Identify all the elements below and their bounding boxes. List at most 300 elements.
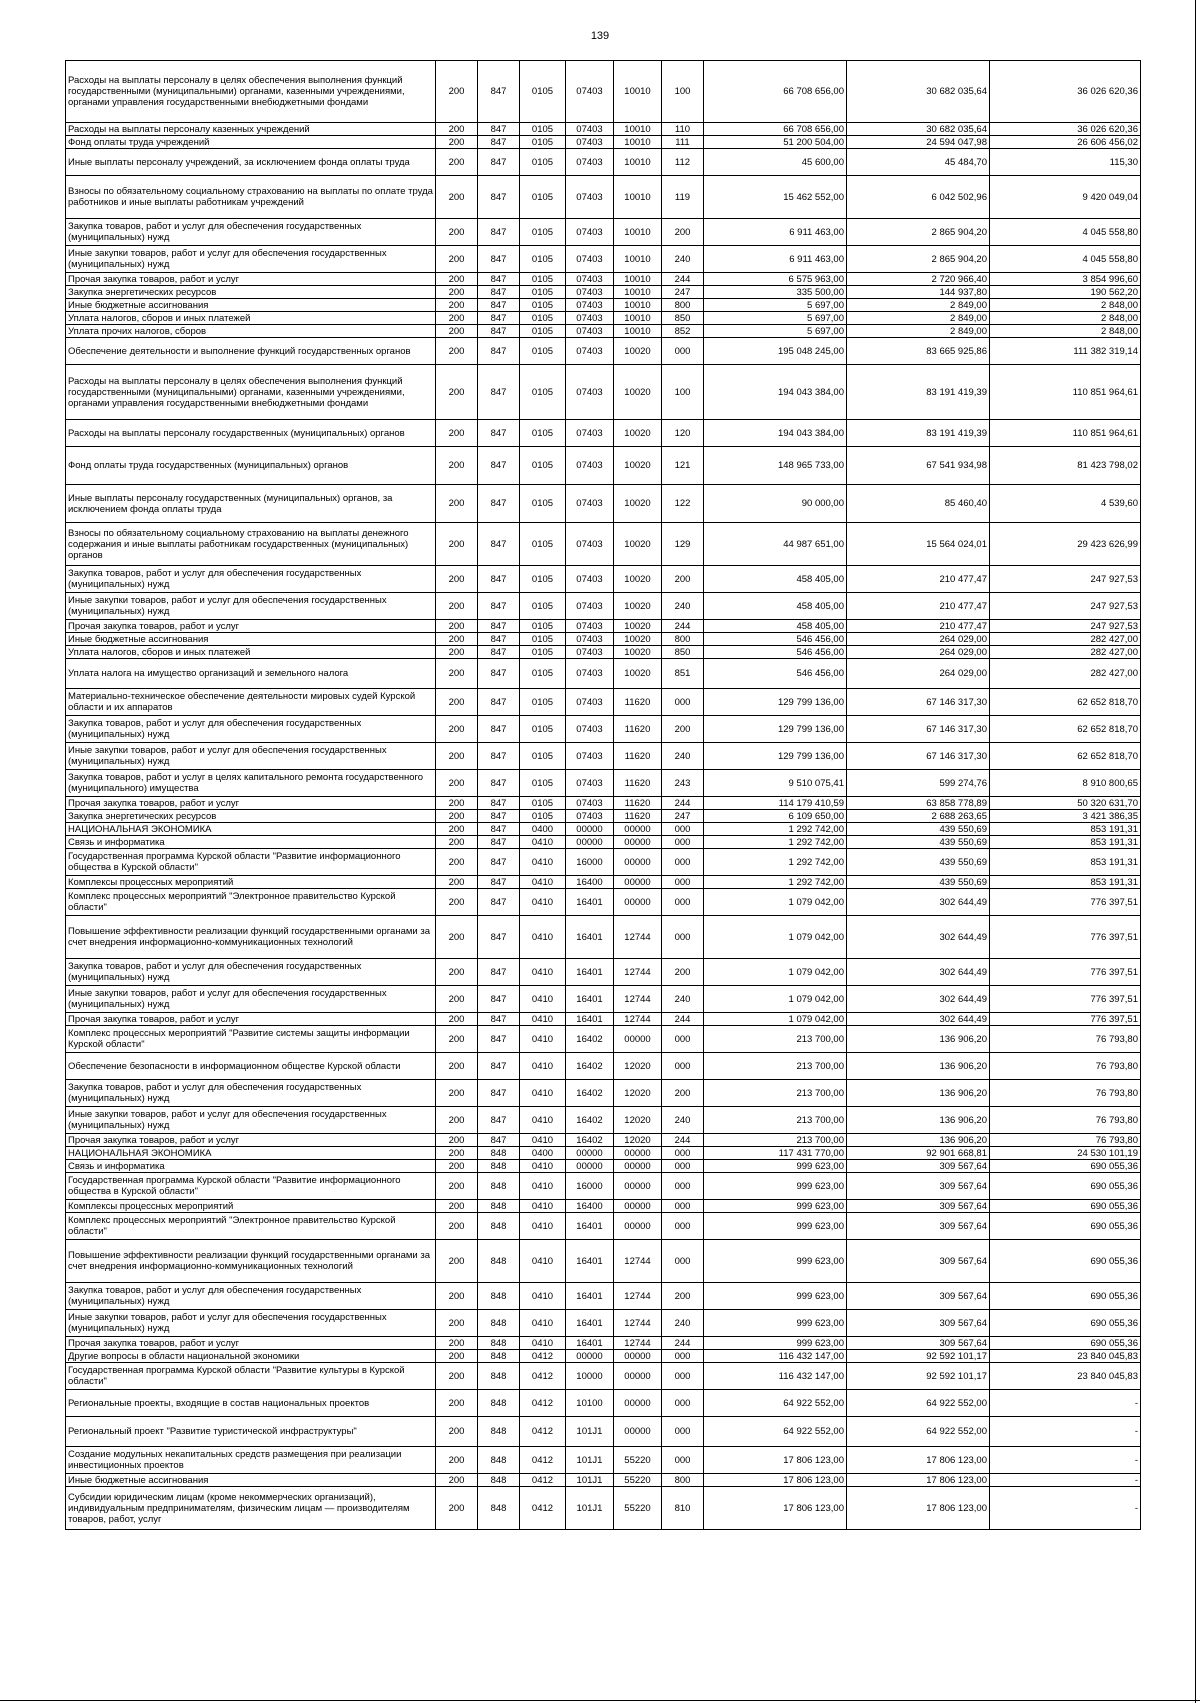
- value-3: 3 854 996,60: [990, 273, 1141, 286]
- col-b: 847: [478, 123, 520, 136]
- col-e: 12744: [614, 1283, 662, 1310]
- value-3: 115,30: [990, 149, 1141, 176]
- col-b: 847: [478, 823, 520, 836]
- value-1: 335 500,00: [704, 286, 847, 299]
- value-2: 2 849,00: [847, 325, 990, 338]
- value-3: 76 793,80: [990, 1026, 1141, 1053]
- table-row: [66, 849, 1141, 876]
- col-e: 10010: [614, 246, 662, 273]
- value-1: 213 700,00: [704, 1134, 847, 1147]
- col-d: 16400: [566, 1200, 614, 1213]
- value-2: 144 937,80: [847, 286, 990, 299]
- value-3: 247 927,53: [990, 566, 1141, 593]
- col-f: 112: [662, 149, 704, 176]
- col-b: 848: [478, 1337, 520, 1350]
- col-b: 847: [478, 61, 520, 123]
- col-f: 200: [662, 219, 704, 246]
- col-b: 847: [478, 1107, 520, 1134]
- col-d: 07403: [566, 633, 614, 646]
- value-1: 1 292 742,00: [704, 849, 847, 876]
- value-3: 110 851 964,61: [990, 365, 1141, 420]
- value-2: 17 806 123,00: [847, 1447, 990, 1474]
- row-name: Закупка энергетических ресурсов: [66, 810, 436, 823]
- col-b: 847: [478, 566, 520, 593]
- col-a: 200: [436, 810, 478, 823]
- row-name: Уплата налогов, сборов и иных платежей: [66, 312, 436, 325]
- col-d: 16402: [566, 1134, 614, 1147]
- col-e: 10010: [614, 286, 662, 299]
- value-3: 776 397,51: [990, 986, 1141, 1013]
- col-f: 200: [662, 566, 704, 593]
- value-3: 62 652 818,70: [990, 743, 1141, 770]
- col-f: 000: [662, 916, 704, 959]
- col-e: 10010: [614, 299, 662, 312]
- col-d: 07403: [566, 136, 614, 149]
- col-c: 0105: [520, 61, 566, 123]
- col-b: 847: [478, 797, 520, 810]
- value-1: 1 079 042,00: [704, 1013, 847, 1026]
- col-f: 129: [662, 523, 704, 566]
- col-f: 000: [662, 1053, 704, 1080]
- col-b: 847: [478, 716, 520, 743]
- table-row: [66, 273, 1141, 286]
- row-name: Уплата налогов, сборов и иных платежей: [66, 646, 436, 659]
- row-name: Расходы на выплаты персоналу казенных учреждений: [66, 123, 436, 136]
- row-name: Повышение эффективности реализации функций государственными органами за счет внедрения информационно-коммуникационных технологий: [66, 1240, 436, 1283]
- col-c: 0105: [520, 312, 566, 325]
- col-c: 0412: [520, 1447, 566, 1474]
- col-d: 07403: [566, 523, 614, 566]
- col-f: 000: [662, 876, 704, 889]
- table-row: [66, 1013, 1141, 1026]
- value-3: 8 910 800,65: [990, 770, 1141, 797]
- value-3: 2 848,00: [990, 325, 1141, 338]
- col-e: 12744: [614, 959, 662, 986]
- col-f: 240: [662, 743, 704, 770]
- table-row: [66, 1134, 1141, 1147]
- value-2: 302 644,49: [847, 1013, 990, 1026]
- col-c: 0410: [520, 1240, 566, 1283]
- col-e: 10020: [614, 633, 662, 646]
- value-2: 264 029,00: [847, 659, 990, 689]
- value-2: 309 567,64: [847, 1173, 990, 1200]
- table-row: [66, 338, 1141, 365]
- col-e: 10020: [614, 447, 662, 485]
- row-name: Связь и информатика: [66, 836, 436, 849]
- col-a: 200: [436, 1283, 478, 1310]
- table-row: [66, 219, 1141, 246]
- row-name: Комплексы процессных мероприятий: [66, 1200, 436, 1213]
- col-a: 200: [436, 420, 478, 447]
- table-row: [66, 365, 1141, 420]
- row-name: Обеспечение деятельности и выполнение функций государственных органов: [66, 338, 436, 365]
- value-2: 24 594 047,98: [847, 136, 990, 149]
- value-1: 1 292 742,00: [704, 876, 847, 889]
- col-f: 240: [662, 1107, 704, 1134]
- row-name: НАЦИОНАЛЬНАЯ ЭКОНОМИКА: [66, 823, 436, 836]
- col-d: 07403: [566, 246, 614, 273]
- col-f: 200: [662, 716, 704, 743]
- col-a: 200: [436, 1013, 478, 1026]
- col-f: 000: [662, 889, 704, 916]
- col-d: 16401: [566, 1283, 614, 1310]
- table-row: [66, 1390, 1141, 1417]
- table-row: [66, 1240, 1141, 1283]
- value-2: 309 567,64: [847, 1337, 990, 1350]
- col-d: 07403: [566, 176, 614, 219]
- value-3: 690 055,36: [990, 1213, 1141, 1240]
- col-d: 07403: [566, 61, 614, 123]
- row-name: Обеспечение безопасности в информационном обществе Курской области: [66, 1053, 436, 1080]
- col-b: 847: [478, 1013, 520, 1026]
- col-e: 00000: [614, 1350, 662, 1363]
- col-a: 200: [436, 1350, 478, 1363]
- col-b: 847: [478, 299, 520, 312]
- table-row: [66, 123, 1141, 136]
- col-b: 847: [478, 1026, 520, 1053]
- col-a: 200: [436, 959, 478, 986]
- col-a: 200: [436, 1310, 478, 1337]
- value-1: 116 432 147,00: [704, 1363, 847, 1390]
- row-name: Иные закупки товаров, работ и услуг для обеспечения государственных (муниципальных) нужд: [66, 246, 436, 273]
- table-row: [66, 1147, 1141, 1160]
- col-c: 0105: [520, 716, 566, 743]
- col-b: 847: [478, 849, 520, 876]
- row-name: Прочая закупка товаров, работ и услуг: [66, 620, 436, 633]
- row-name: Фонд оплаты труда учреждений: [66, 136, 436, 149]
- col-f: 000: [662, 823, 704, 836]
- col-c: 0105: [520, 123, 566, 136]
- value-1: 6 911 463,00: [704, 219, 847, 246]
- col-f: 850: [662, 312, 704, 325]
- value-3: 776 397,51: [990, 959, 1141, 986]
- value-2: 599 274,76: [847, 770, 990, 797]
- value-2: 30 682 035,64: [847, 123, 990, 136]
- table-row: [66, 176, 1141, 219]
- col-c: 0105: [520, 633, 566, 646]
- col-d: 07403: [566, 797, 614, 810]
- col-d: 16401: [566, 1337, 614, 1350]
- col-e: 12020: [614, 1107, 662, 1134]
- col-b: 847: [478, 420, 520, 447]
- col-f: 000: [662, 1026, 704, 1053]
- col-c: 0410: [520, 1200, 566, 1213]
- col-a: 200: [436, 136, 478, 149]
- col-b: 848: [478, 1213, 520, 1240]
- value-3: 282 427,00: [990, 659, 1141, 689]
- col-f: 000: [662, 1160, 704, 1173]
- col-d: 16000: [566, 849, 614, 876]
- col-b: 847: [478, 1134, 520, 1147]
- col-d: 16400: [566, 876, 614, 889]
- col-d: 16401: [566, 1213, 614, 1240]
- col-e: 12744: [614, 1240, 662, 1283]
- value-2: 136 906,20: [847, 1107, 990, 1134]
- value-1: 999 623,00: [704, 1283, 847, 1310]
- row-name: Закупка товаров, работ и услуг для обеспечения государственных (муниципальных) нужд: [66, 1080, 436, 1107]
- col-b: 847: [478, 986, 520, 1013]
- col-d: 07403: [566, 770, 614, 797]
- col-c: 0105: [520, 743, 566, 770]
- page-frame-right: [1195, 0, 1196, 1703]
- col-d: 07403: [566, 365, 614, 420]
- value-3: 853 191,31: [990, 836, 1141, 849]
- table-row: [66, 1173, 1141, 1200]
- col-e: 55220: [614, 1474, 662, 1487]
- col-a: 200: [436, 1147, 478, 1160]
- col-d: 07403: [566, 743, 614, 770]
- page-frame-bottom: [0, 1700, 1200, 1701]
- col-f: 000: [662, 338, 704, 365]
- value-2: 309 567,64: [847, 1283, 990, 1310]
- col-b: 847: [478, 659, 520, 689]
- value-1: 6 109 650,00: [704, 810, 847, 823]
- row-name: Взносы по обязательному социальному страхованию на выплаты денежного содержания и иные выплаты работникам государственных (муниципальных) органов: [66, 523, 436, 566]
- value-1: 458 405,00: [704, 593, 847, 620]
- value-2: 83 191 419,39: [847, 365, 990, 420]
- col-d: 00000: [566, 1350, 614, 1363]
- value-1: 213 700,00: [704, 1026, 847, 1053]
- col-f: 800: [662, 1474, 704, 1487]
- value-3: 36 026 620,36: [990, 123, 1141, 136]
- col-d: 16402: [566, 1053, 614, 1080]
- value-2: 17 806 123,00: [847, 1487, 990, 1530]
- col-f: 244: [662, 620, 704, 633]
- value-2: 92 901 668,81: [847, 1147, 990, 1160]
- col-c: 0412: [520, 1474, 566, 1487]
- row-name: Закупка товаров, работ и услуг для обеспечения государственных (муниципальных) нужд: [66, 959, 436, 986]
- col-d: 07403: [566, 593, 614, 620]
- col-d: 00000: [566, 1147, 614, 1160]
- col-e: 11620: [614, 743, 662, 770]
- col-e: 00000: [614, 849, 662, 876]
- value-3: 282 427,00: [990, 633, 1141, 646]
- table-row: [66, 1417, 1141, 1447]
- page-number: 139: [590, 30, 610, 42]
- col-e: 10020: [614, 593, 662, 620]
- col-e: 12744: [614, 916, 662, 959]
- value-3: 110 851 964,61: [990, 420, 1141, 447]
- col-c: 0410: [520, 1013, 566, 1026]
- col-f: 240: [662, 246, 704, 273]
- value-2: 2 865 904,20: [847, 219, 990, 246]
- col-e: 10020: [614, 566, 662, 593]
- col-f: 851: [662, 659, 704, 689]
- col-b: 847: [478, 176, 520, 219]
- col-e: 11620: [614, 689, 662, 716]
- value-3: 2 848,00: [990, 299, 1141, 312]
- table-row: [66, 286, 1141, 299]
- col-b: 848: [478, 1147, 520, 1160]
- col-f: 000: [662, 1173, 704, 1200]
- table-row: [66, 770, 1141, 797]
- col-e: 10020: [614, 646, 662, 659]
- col-c: 0105: [520, 273, 566, 286]
- col-d: 10000: [566, 1363, 614, 1390]
- value-2: 2 688 263,65: [847, 810, 990, 823]
- table-row: [66, 1026, 1141, 1053]
- col-c: 0400: [520, 1147, 566, 1160]
- col-e: 00000: [614, 1147, 662, 1160]
- value-1: 999 623,00: [704, 1200, 847, 1213]
- table-row: [66, 485, 1141, 523]
- row-name: Взносы по обязательному социальному страхованию на выплаты по оплате труда работников и иные выплаты работникам учреждений: [66, 176, 436, 219]
- col-d: 00000: [566, 1160, 614, 1173]
- row-name: Повышение эффективности реализации функций государственными органами за счет внедрения информационно-коммуникационных технологий: [66, 916, 436, 959]
- table-row: [66, 246, 1141, 273]
- col-e: 10020: [614, 338, 662, 365]
- col-f: 200: [662, 959, 704, 986]
- col-b: 847: [478, 485, 520, 523]
- col-b: 847: [478, 689, 520, 716]
- col-a: 200: [436, 823, 478, 836]
- col-e: 00000: [614, 1160, 662, 1173]
- value-2: 17 806 123,00: [847, 1474, 990, 1487]
- table-row: [66, 1200, 1141, 1213]
- col-a: 200: [436, 1160, 478, 1173]
- col-c: 0410: [520, 1283, 566, 1310]
- value-2: 2 849,00: [847, 299, 990, 312]
- col-c: 0105: [520, 325, 566, 338]
- col-b: 847: [478, 365, 520, 420]
- col-e: 10010: [614, 219, 662, 246]
- table-row: [66, 1080, 1141, 1107]
- col-b: 847: [478, 633, 520, 646]
- col-d: 07403: [566, 325, 614, 338]
- value-1: 117 431 770,00: [704, 1147, 847, 1160]
- row-name: Государственная программа Курской области "Развитие информационного общества в Курской области": [66, 1173, 436, 1200]
- value-3: -: [990, 1447, 1141, 1474]
- value-1: 458 405,00: [704, 620, 847, 633]
- table-row: [66, 1350, 1141, 1363]
- value-2: 439 550,69: [847, 876, 990, 889]
- col-a: 200: [436, 986, 478, 1013]
- col-c: 0105: [520, 286, 566, 299]
- col-c: 0410: [520, 916, 566, 959]
- col-d: 07403: [566, 810, 614, 823]
- col-e: 12020: [614, 1053, 662, 1080]
- col-c: 0105: [520, 689, 566, 716]
- col-d: 07403: [566, 273, 614, 286]
- value-2: 67 541 934,98: [847, 447, 990, 485]
- col-e: 00000: [614, 876, 662, 889]
- value-1: 17 806 123,00: [704, 1447, 847, 1474]
- value-3: 190 562,20: [990, 286, 1141, 299]
- value-1: 64 922 552,00: [704, 1390, 847, 1417]
- value-2: 309 567,64: [847, 1310, 990, 1337]
- table-row: [66, 959, 1141, 986]
- value-1: 999 623,00: [704, 1160, 847, 1173]
- col-c: 0105: [520, 219, 566, 246]
- col-a: 200: [436, 916, 478, 959]
- col-e: 10010: [614, 273, 662, 286]
- value-2: 136 906,20: [847, 1026, 990, 1053]
- value-2: 63 858 778,89: [847, 797, 990, 810]
- col-d: 16402: [566, 1080, 614, 1107]
- col-a: 200: [436, 325, 478, 338]
- value-2: 15 564 024,01: [847, 523, 990, 566]
- col-f: 000: [662, 836, 704, 849]
- value-3: 23 840 045,83: [990, 1350, 1141, 1363]
- col-f: 244: [662, 273, 704, 286]
- col-c: 0105: [520, 646, 566, 659]
- col-a: 200: [436, 716, 478, 743]
- col-c: 0410: [520, 889, 566, 916]
- row-name: Иные закупки товаров, работ и услуг для обеспечения государственных (муниципальных) нужд: [66, 1310, 436, 1337]
- col-c: 0410: [520, 986, 566, 1013]
- value-1: 5 697,00: [704, 325, 847, 338]
- col-d: 07403: [566, 716, 614, 743]
- col-f: 810: [662, 1487, 704, 1530]
- col-c: 0105: [520, 149, 566, 176]
- value-3: 690 055,36: [990, 1337, 1141, 1350]
- col-b: 848: [478, 1310, 520, 1337]
- col-b: 847: [478, 219, 520, 246]
- col-a: 200: [436, 246, 478, 273]
- value-3: 62 652 818,70: [990, 689, 1141, 716]
- value-2: 302 644,49: [847, 916, 990, 959]
- col-c: 0410: [520, 876, 566, 889]
- value-3: 690 055,36: [990, 1310, 1141, 1337]
- col-d: 07403: [566, 312, 614, 325]
- col-a: 200: [436, 149, 478, 176]
- table-row: [66, 797, 1141, 810]
- col-b: 847: [478, 523, 520, 566]
- col-f: 850: [662, 646, 704, 659]
- value-3: 4 045 558,80: [990, 219, 1141, 246]
- col-e: 11620: [614, 797, 662, 810]
- col-d: 07403: [566, 123, 614, 136]
- col-f: 000: [662, 1363, 704, 1390]
- col-a: 200: [436, 849, 478, 876]
- value-1: 90 000,00: [704, 485, 847, 523]
- value-1: 1 079 042,00: [704, 889, 847, 916]
- value-1: 64 922 552,00: [704, 1417, 847, 1447]
- col-b: 847: [478, 876, 520, 889]
- table-row: [66, 325, 1141, 338]
- col-a: 200: [436, 1417, 478, 1447]
- col-e: 00000: [614, 1026, 662, 1053]
- col-a: 200: [436, 646, 478, 659]
- row-name: НАЦИОНАЛЬНАЯ ЭКОНОМИКА: [66, 1147, 436, 1160]
- value-2: 309 567,64: [847, 1240, 990, 1283]
- col-e: 11620: [614, 716, 662, 743]
- col-e: 10010: [614, 61, 662, 123]
- value-1: 999 623,00: [704, 1173, 847, 1200]
- value-2: 67 146 317,30: [847, 689, 990, 716]
- value-3: 247 927,53: [990, 593, 1141, 620]
- value-1: 1 079 042,00: [704, 959, 847, 986]
- col-e: 10010: [614, 325, 662, 338]
- col-d: 07403: [566, 420, 614, 447]
- row-name: Иные закупки товаров, работ и услуг для обеспечения государственных (муниципальных) нужд: [66, 1107, 436, 1134]
- col-a: 200: [436, 1487, 478, 1530]
- value-3: 776 397,51: [990, 1013, 1141, 1026]
- col-b: 847: [478, 1080, 520, 1107]
- value-3: 690 055,36: [990, 1173, 1141, 1200]
- col-d: 07403: [566, 149, 614, 176]
- col-a: 200: [436, 1240, 478, 1283]
- value-1: 148 965 733,00: [704, 447, 847, 485]
- col-e: 10010: [614, 149, 662, 176]
- value-3: 690 055,36: [990, 1160, 1141, 1173]
- col-c: 0105: [520, 810, 566, 823]
- row-name: Уплата налога на имущество организаций и земельного налога: [66, 659, 436, 689]
- col-e: 00000: [614, 1363, 662, 1390]
- table-row: [66, 1213, 1141, 1240]
- col-d: 10100: [566, 1390, 614, 1417]
- value-1: 15 462 552,00: [704, 176, 847, 219]
